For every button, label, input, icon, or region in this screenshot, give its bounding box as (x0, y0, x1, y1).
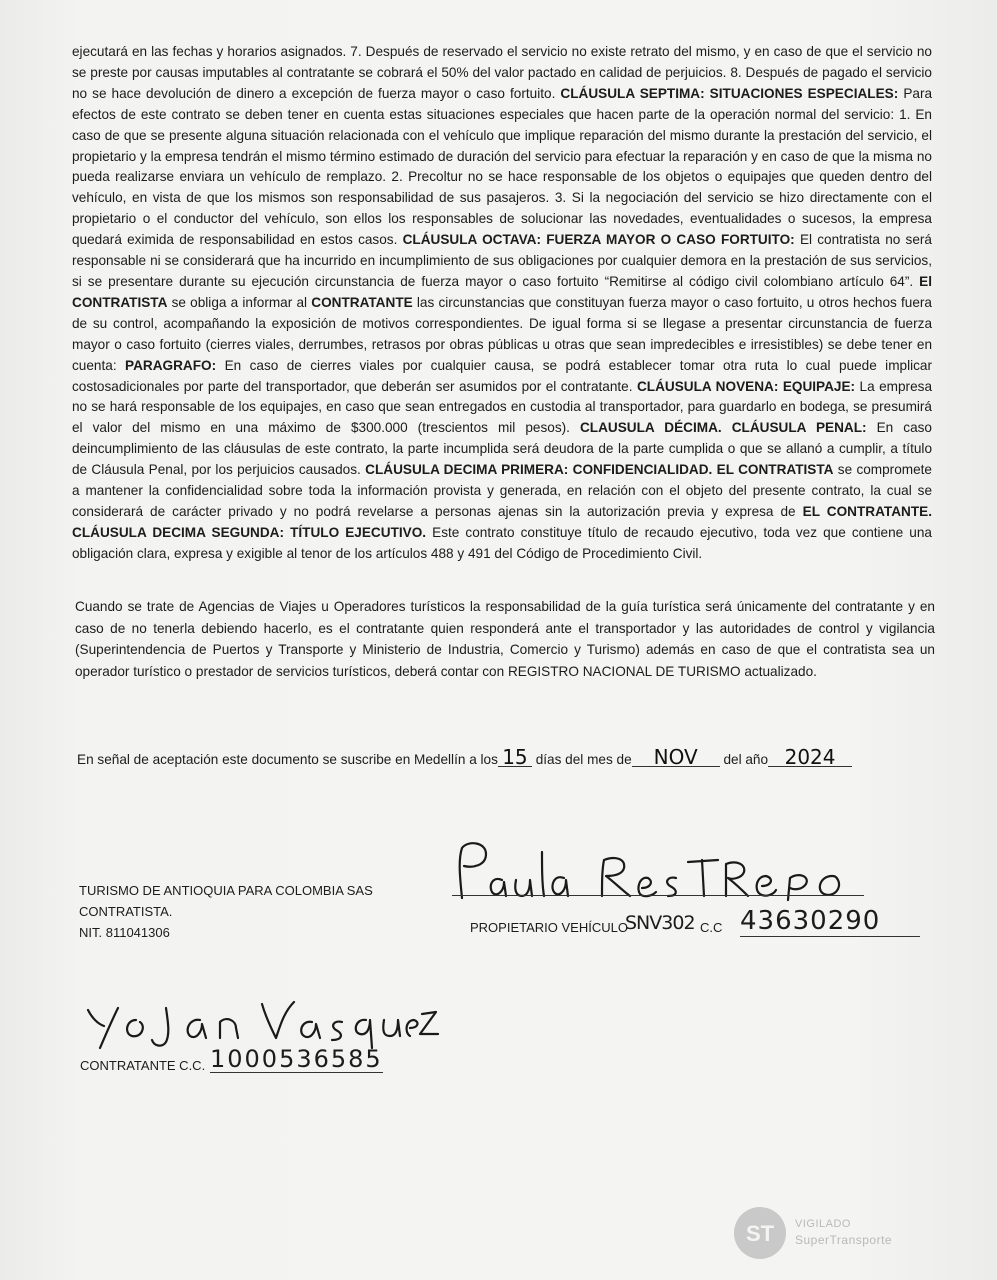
heading-contratante: CONTRATANTE (311, 294, 413, 310)
contractor-role: CONTRATISTA. (79, 904, 173, 919)
logo-supertransporte: SuperTransporte (795, 1233, 893, 1247)
owner-label: PROPIETARIO VEHÍCULO (470, 920, 628, 935)
clause-text-paragrafo: En caso de cierres viales por cualquier causa, se podrá establecer tomar otra ruta lo cual puede implicar costosadicionales por parte del transportador, que deberán ser asumidos por el contratante. (72, 357, 932, 394)
acceptance-text-b: días del mes de (535, 752, 632, 767)
clause-text-septima: Para efectos de este contrato se deben tener en cuenta estas situaciones especiales que hacen parte de la operación normal del servicio: 1. En caso de que se presente alguna situación relacionada con el vehículo que implique reparación del mismo durante la prestación del servicio, el propietario y la empresa tendrán el mismo término estimado de duración del servicio para efectuar la reparación y en caso de que la misma no pueda realizarse enviara un vehículo de remplazo. 2. Precoltur no se hace responsable de los objetos o equipajes que queden dentro del vehículo, en vista de que los mismos son responsabilidad de sus pasajeros. 3. Si la negociación del servicio se hizo directamente con el propietario o el conductor del vehículo, son ellos los responsables de solucionar las novedades, eventualidades o sucesos, la empresa quedará eximida de responsabilidad en estos casos. (72, 85, 933, 248)
heading-clausula-decima-segunda: EL CONTRATANTE. CLÁUSULA DECIMA SEGUNDA: TÍTULO EJECUTIVO. (72, 503, 932, 540)
clause-text-confidencialidad: se compromete a mantener la confidencialidad sobre toda la información provista y generada, en relación con el objeto del presente contrato, la cual se considerará de carácter privado y no podrá revelarse a personas ajenas sin la autorización previa y expresa de (72, 462, 932, 519)
contractor-company: TURISMO DE ANTIOQUIA PARA COLOMBIA SAS (79, 883, 373, 898)
month-field: NOV (632, 748, 720, 767)
owner-cc-label: C.C (700, 920, 723, 935)
year-field: 2024 (768, 748, 852, 767)
supertransporte-logo (732, 1205, 792, 1261)
agencias-paragraph: Cuando se trate de Agencias de Viajes u Operadores turísticos la responsabilidad de la guía turística será únicamente del contratante y en caso de no tenerla debiendo hacerlo, es el contratante quien responderá ante el transportador y las autoridades de control y vigilancia (Superintendencia de Puertos y Transporte y Ministerio de Industria, Comercio y Turismo) además en caso de que el contratista sea un operador turístico o prestador de servicios turísticos, deberá contar con REGISTRO NACIONAL DE TURISMO actualizado. (75, 599, 935, 679)
clause-text-octava: El contratista no será responsable ni se considerará que ha incurrido en incumplimiento de sus obligaciones por cualquier demora en la prestación de sus servicios, si se presentare durante su ejecución circunstancia de fuerza mayor o caso fortuito “Remitirse al código civil colombiano artículo 64”. (72, 232, 932, 289)
heading-clausula-novena: CLÁUSULA NOVENA: EQUIPAJE: (636, 378, 856, 394)
contractor-block (79, 880, 373, 943)
heading-clausula-decima: CLAUSULA DÉCIMA. CLÁUSULA PENAL: (579, 420, 867, 436)
client-cc: 1000536585 (210, 1045, 383, 1073)
clause-text-titulo-ejecutivo: Este contrato constituye título de recaudo ejecutivo, toda vez que contiene una obligación clara, expresa y exigible al tenor de los artículos 488 y 491 del Código de Procedimiento Civil. (72, 524, 932, 561)
owner-plate: SNV302 (625, 912, 695, 934)
contract-clauses (72, 42, 932, 565)
heading-paragrafo: PARAGRAFO: (125, 357, 217, 373)
client-label: CONTRATANTE C.C. (80, 1058, 206, 1073)
acceptance-line (77, 745, 852, 769)
day-field: 15 (498, 748, 532, 767)
owner-signature (450, 838, 870, 902)
heading-clausula-septima: CLÁUSULA SEPTIMA: SITUACIONES ESPECIALES: (560, 85, 899, 101)
heading-el-contratista: El CONTRATISTA (72, 273, 932, 310)
clause-text-fuerza-mayor: las circunstancias que constituyan fuerza mayor o caso fortuito, u otros hechos fuera de su control, acompañando la exposición de motivos correspondientes. De igual forma si se llegase a presentar circunstancia de fuerza mayor o caso fortuito (cierres viales, derrumbes, retrasos por obras públicas u otras que sean impredecibles e irresistibles) se debe tener en cuenta: (72, 294, 932, 373)
clause-text-7-8: ejecutará en las fechas y horarios asignados. 7. Después de reservado el servicio no existe retrato del mismo, y en caso de que el servicio no se preste por causas imputables al contratante se cobrará el 50% del valor pactado en calidad de perjuicios. 8. Después de pagado el servicio no se hace devolución de dinero a excepción de fuerza mayor o caso fortuito. (72, 44, 932, 101)
logo-mark: ST (745, 1221, 775, 1246)
client-signature (80, 990, 440, 1050)
acceptance-text-c: del año (723, 752, 769, 767)
clause-text-novena: La empresa no se hará responsable de los equipajes, en caso que sean entregados en custodia al transportador, para guardarlo en bodega, se presumirá el valor del mismo en una máximo de $300.000 (trescientos mil pesos). (72, 378, 933, 436)
owner-signature-line (452, 895, 864, 896)
heading-clausula-octava: CLÁUSULA OCTAVA: FUERZA MAYOR O CASO FORTUITO: (402, 232, 795, 248)
clause-text-informar: se obliga a informar al (171, 294, 308, 310)
contractor-nit: NIT. 811041306 (79, 925, 170, 940)
logo-vigilado: VIGILADO (795, 1218, 851, 1230)
heading-clausula-decima-primera: CLÁUSULA DECIMA PRIMERA: CONFIDENCIALIDAD. EL CONTRATISTA (365, 462, 834, 478)
clause-text-decima: En caso deincumplimiento de las cláusulas de este contrato, la parte incumplida será deudora de la parte cumplida o que se allanó a cumplir, a título de Cláusula Penal, por los perjuicios causados. (72, 420, 932, 478)
owner-cc: 43630290 (740, 906, 920, 937)
acceptance-text-a: En señal de aceptación este documento se suscribe en Medellín a los (77, 752, 498, 767)
